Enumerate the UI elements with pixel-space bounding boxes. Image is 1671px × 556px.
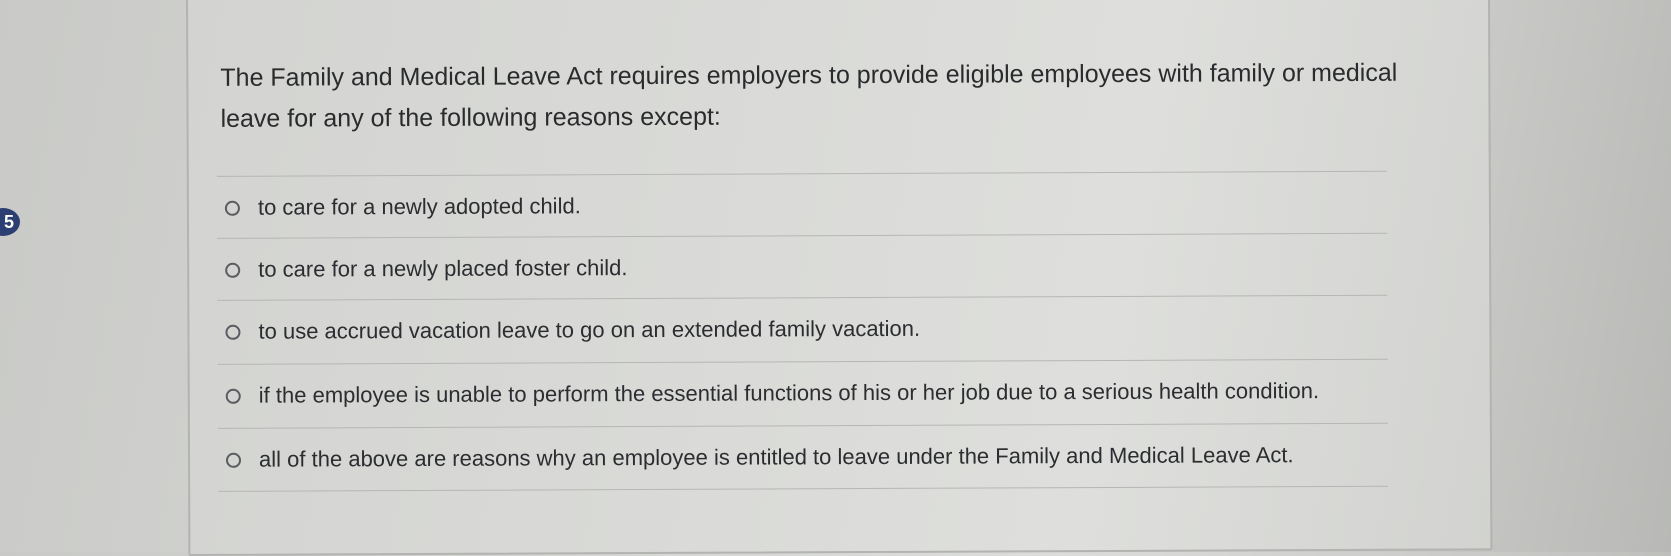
question-number-badge: 5: [0, 208, 20, 236]
radio-button-1[interactable]: [225, 200, 240, 215]
answer-option-3-label: to use accrued vacation leave to go on an extended family vacation.: [258, 315, 921, 344]
radio-button-2[interactable]: [225, 262, 240, 277]
answer-option-2-label: to care for a newly placed foster child.: [258, 255, 628, 282]
question-card: [186, 0, 1492, 556]
answer-option-1[interactable]: [217, 171, 1387, 239]
answer-option-3[interactable]: [217, 295, 1387, 363]
answer-option-5[interactable]: [218, 423, 1388, 492]
question-text: The Family and Medical Leave Act requires employers to provide eligible employees with family or medical leave for any of the following reasons except:: [220, 58, 1398, 133]
radio-button-5[interactable]: [226, 452, 241, 467]
radio-button-4[interactable]: [226, 388, 241, 403]
answer-option-2[interactable]: [217, 233, 1387, 301]
answer-option-4-label: if the employee is unable to perform the essential functions of his or her job due to a serious health condition.: [258, 378, 1320, 408]
answer-option-5-label: all of the above are reasons why an employee is entitled to leave under the Family and Medical Leave Act.: [258, 442, 1294, 472]
answer-option-4[interactable]: [218, 359, 1388, 427]
radio-button-3[interactable]: [225, 324, 240, 339]
answer-option-1-label: to care for a newly adopted child.: [257, 193, 581, 220]
